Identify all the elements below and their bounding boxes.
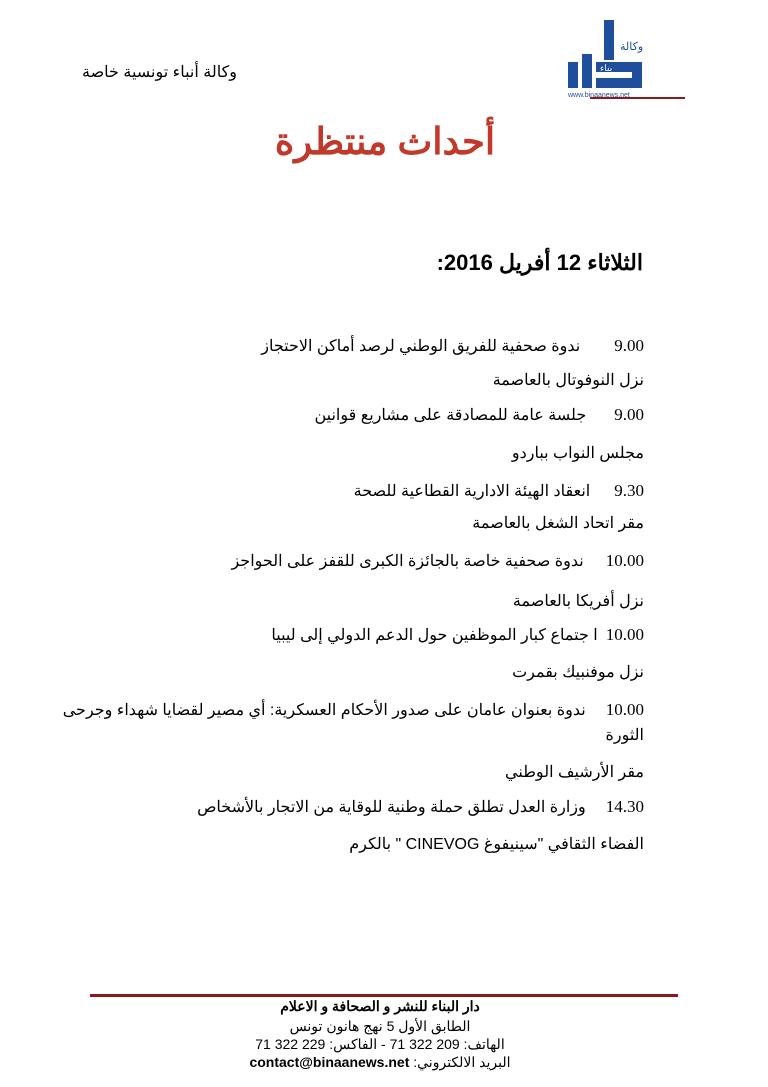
page-title: أحداث منتظرة (274, 121, 496, 162)
event-text: ندوة صحفية خاصة بالجائزة الكبرى للقفز على الحواجز (231, 553, 584, 570)
footer-address: الطابق الأول 5 نهج هانون تونس (289, 1018, 471, 1034)
header-rule (590, 97, 685, 99)
event-text: ندوة بعنوان عامان على صدور الأحكام العسكرية: أي مصير لقضايا شهداء وجرحى (62, 702, 586, 719)
event-3-location: مقر اتحاد الشغل بالعاصمة (472, 515, 644, 532)
svg-text:وكالة: وكالة (620, 41, 644, 53)
event-text: ا جتماع كبار الموظفين حول الدعم الدولي إلى ليبيا (271, 627, 598, 644)
date-heading: الثلاثاء 12 أفريل 2016: (436, 250, 643, 275)
event-3 (354, 481, 644, 501)
event-text: وزارة العدل تطلق حملة وطنية للوقاية من الاتجار بالأشخاص (197, 799, 586, 816)
event-text: انعقاد الهيئة الادارية القطاعية للصحة (353, 483, 591, 500)
event-time: 10.00 (605, 700, 644, 719)
footer-phones: الهاتف: 209 322 71 - الفاكس: 229 322 71 (255, 1036, 505, 1052)
event-time: 9.00 (614, 405, 644, 424)
event-time: 10.00 (605, 625, 644, 644)
event-time: 9.30 (614, 481, 644, 500)
event-2-location: مجلس النواب بباردو (511, 445, 644, 462)
event-6-location: مقر الأرشيف الوطني (505, 764, 644, 781)
footer-email-label: البريد الالكتروني: (413, 1054, 511, 1070)
event-4-location: نزل أفريكا بالعاصمة (512, 593, 644, 610)
footer-rule (90, 994, 678, 997)
binaa-logo (562, 18, 652, 100)
event-1-location: نزل النوفوتال بالعاصمة (492, 372, 644, 389)
event-text: جلسة عامة للمصادقة على مشاريع قوانين (314, 407, 587, 424)
event-1 (261, 336, 644, 356)
event-6 (63, 700, 644, 720)
footer-company: دار البناء للنشر و الصحافة و الاعلام (280, 998, 480, 1014)
svg-text:بناء: بناء (600, 63, 613, 73)
event-time: 9.00 (614, 336, 644, 355)
svg-text:www.binaanews.net: www.binaanews.net (568, 92, 630, 99)
event-7 (197, 797, 644, 817)
event-5-location: نزل موفنبيك بقمرت (512, 664, 644, 681)
event-time: 10.00 (605, 551, 644, 570)
event-text: ندوة صحفية للفريق الوطني لرصد أماكن الاحتجاز (261, 338, 581, 355)
event-6-text-continued: الثورة (605, 727, 644, 744)
agency-name: وكالة أنباء تونسية خاصة (82, 64, 237, 81)
event-2 (314, 405, 644, 425)
event-time: 14.30 (605, 797, 644, 816)
event-5 (271, 625, 644, 645)
event-7-location: الفضاء الثقافي "سينيفوغ CINEVOG " بالكرم (349, 836, 644, 853)
footer-email[interactable]: contact@binaanews.net (249, 1054, 410, 1070)
footer-email-row (180, 1054, 580, 1071)
event-4 (231, 551, 644, 571)
